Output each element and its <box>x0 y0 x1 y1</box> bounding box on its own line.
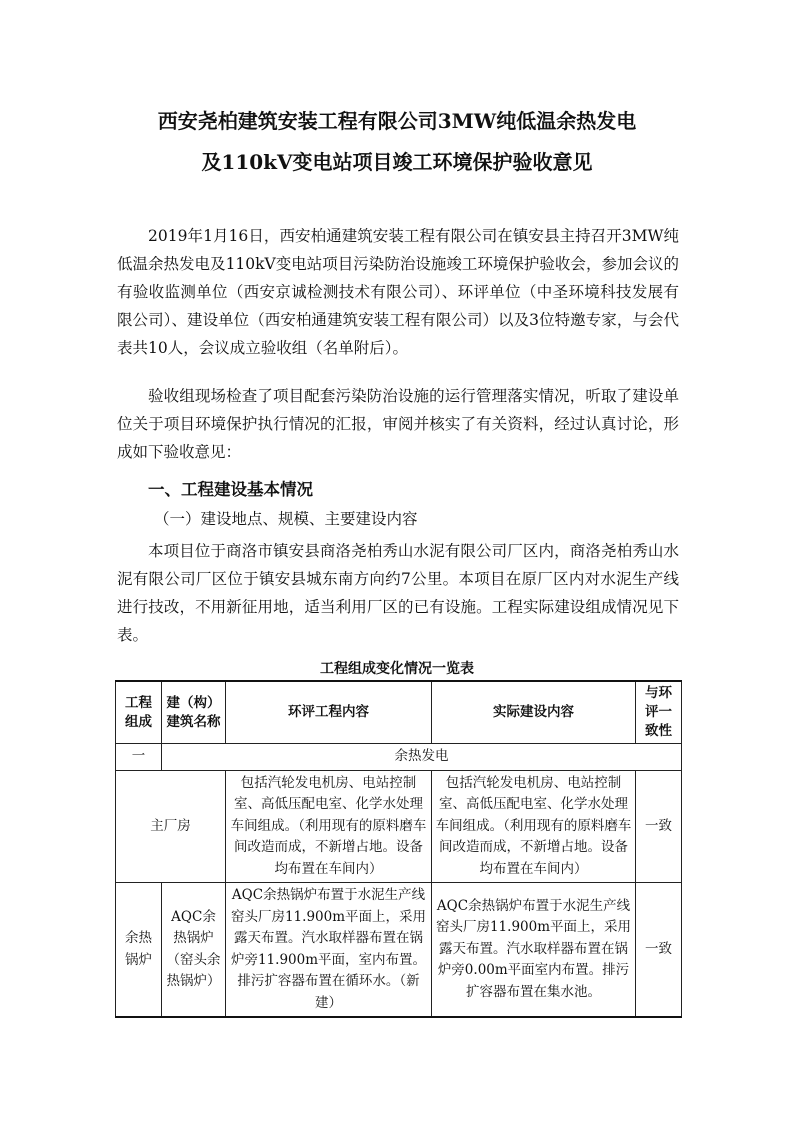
table-section-row <box>116 744 682 771</box>
document-title-line-2: 及110kV变电站项目竣工环境保护验收意见 <box>201 150 593 174</box>
row-consistency: 一致 <box>636 770 682 883</box>
section-label: 余热发电 <box>162 744 682 771</box>
row-actual-content: 包括汽轮发电机房、电站控制室、高低压配电室、化学水处理车间组成。（利用现有的原料磨车间改造而成，不新增占地。设备均布置在车间内） <box>432 770 636 883</box>
project-composition-table <box>115 680 682 1018</box>
row-consistency: 一致 <box>636 883 682 1018</box>
table-row <box>116 770 682 883</box>
row-actual-content: AQC余热锅炉布置于水泥生产线窑头厂房11.900m平面上，采用露天布置。汽水取样器布置在锅炉旁0.00m平面室内布置。排污扩容器布置在集水池。 <box>432 883 636 1018</box>
row-eia-content: AQC余热锅炉布置于水泥生产线窑头厂房11.900m平面上，采用露天布置。汽水取样器布置在锅炉旁11.900m平面，室内布置。排污扩容器布置在循环水。（新建） <box>226 883 432 1018</box>
table-header-row <box>116 681 682 744</box>
subsection-heading: （一）建设地点、规模、主要建设内容 <box>154 510 418 528</box>
header-eia-content: 环评工程内容 <box>226 681 432 744</box>
header-building-name: 建（构）建筑名称 <box>162 681 226 744</box>
section-heading: 一、工程建设基本情况 <box>148 480 313 499</box>
header-composition: 工程组成 <box>116 681 162 744</box>
table-caption: 工程组成变化情况一览表 <box>320 661 474 677</box>
table-row <box>116 883 682 1018</box>
row-name: 主厂房 <box>116 770 226 883</box>
location-paragraph: 本项目位于商洛市镇安县商洛尧柏秀山水泥有限公司厂区内，商洛尧柏秀山水泥有限公司厂区位于镇安县城东南方向约7公里。本项目在原厂区内对水泥生产线进行技改，不用新征用地，适当利用厂区的已有设施。工程实际建设组成情况见下表。 <box>117 542 679 644</box>
document-title-line-1: 西安尧柏建筑安装工程有限公司3MW纯低温余热发电 <box>157 109 637 133</box>
header-consistency: 与环评一致性 <box>636 681 682 744</box>
section-number: 一 <box>116 744 162 771</box>
header-actual-content: 实际建设内容 <box>432 681 636 744</box>
inspection-paragraph: 验收组现场检查了项目配套污染防治设施的运行管理落实情况，听取了建设单位关于项目环境保护执行情况的汇报，审阅并核实了有关资料，经过认真讨论，形成如下验收意见： <box>117 387 679 461</box>
row-name: AQC余热锅炉（窑头余热锅炉） <box>162 883 226 1018</box>
intro-paragraph: 2019年1月16日，西安柏通建筑安装工程有限公司在镇安县主持召开3MW纯低温余热发电及110kV变电站项目污染防治设施竣工环境保护验收会，参加会议的有验收监测单位（西安京诚检测技术有限公司）、环评单位（中圣环境科技发展有限公司）、建设单位（西安柏通建筑安装工程有限公司）以及3位特邀专家，与会代表共10人，会议成立验收组（名单附后）。 <box>117 227 679 357</box>
row-eia-content: 包括汽轮发电机房、电站控制室、高低压配电室、化学水处理车间组成。（利用现有的原料磨车间改造而成，不新增占地。设备均布置在车间内） <box>226 770 432 883</box>
row-group: 余热锅炉 <box>116 883 162 1018</box>
